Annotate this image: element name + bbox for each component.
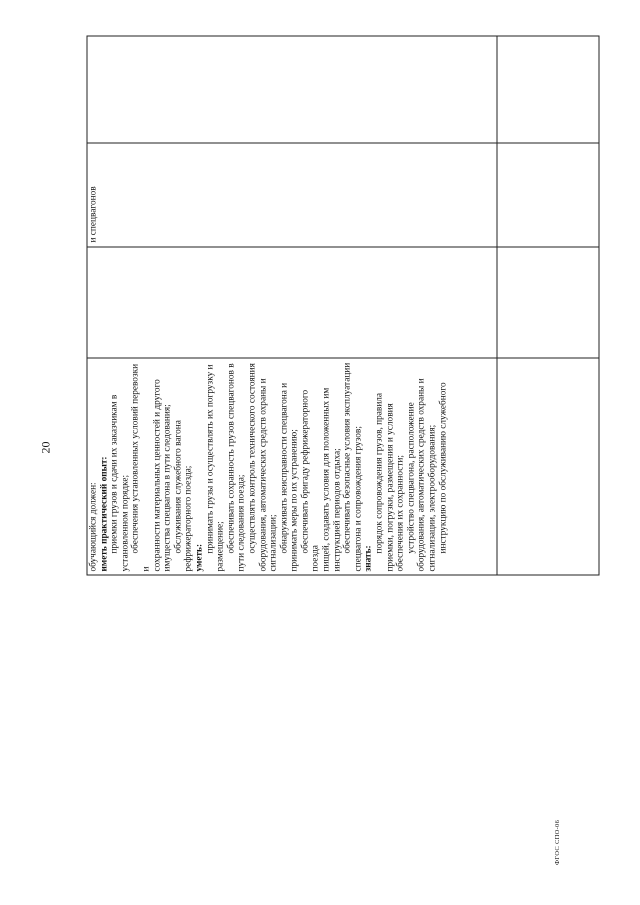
table-cell-requirements	[87, 358, 599, 575]
requirement-line: установленном порядке;	[119, 474, 130, 571]
requirement-line: обучающийся должен:	[88, 481, 98, 571]
requirement-line: пищей, создавать условия для положенных им	[321, 387, 332, 571]
table-cell-empty	[87, 36, 599, 143]
footer-code: ФГОС СПО-06	[554, 819, 561, 865]
requirement-line: инструкцией периодов отдыха;	[331, 447, 342, 571]
requirement-line: приемки, погрузки, размещения и условия	[384, 402, 395, 571]
requirement-line: устройство спецвагона, расположение	[405, 401, 416, 553]
requirement-line: уметь:	[193, 543, 204, 571]
requirement-line: имущества спецвагона в пути следования;	[162, 403, 173, 571]
requirement-line: иметь практический опыт:	[98, 455, 109, 571]
cell-divider	[496, 143, 497, 246]
requirement-line: принимать меры по их устранению;	[289, 428, 300, 571]
curriculum-table	[86, 35, 599, 575]
requirement-line: сохранности материальных ценностей и другого	[151, 378, 162, 571]
table-cell-col2	[87, 143, 599, 247]
page-number: 20	[38, 441, 53, 454]
requirement-line: инструкцию по обслуживанию служебного	[437, 381, 448, 553]
table-cell-empty	[87, 247, 599, 358]
cell-divider	[496, 36, 497, 142]
requirement-line: спецвагона и сопровождения грузов;	[352, 425, 363, 571]
cell-col2-text: и спецвагонов	[88, 185, 98, 242]
requirement-line: обеспечивать бригаду рефрижераторного поезда	[299, 389, 321, 571]
requirement-line: принимать грузы и осуществлять их погрузку и	[204, 363, 215, 553]
requirement-line: обнаруживать неисправности спецвагона и	[278, 382, 289, 553]
cell-divider	[496, 358, 497, 574]
table-row	[87, 36, 599, 575]
requirement-line: обслуживания служебного вагона	[172, 419, 183, 553]
requirement-line: приемки грузов и сдачи их заказчикам в	[109, 394, 120, 553]
requirement-line: оборудования, автоматических средств охраны и	[257, 377, 268, 571]
requirement-line: обеспечивать безопасные условия эксплуатации	[342, 362, 353, 553]
rotated-table-wrapper	[86, 40, 598, 575]
requirements-text	[87, 358, 448, 574]
cell-divider	[496, 247, 497, 357]
requirement-line: сигнализации;	[268, 513, 279, 571]
requirement-line: рефрижераторного поезда;	[183, 465, 194, 571]
requirement-line: знать:	[363, 544, 374, 571]
requirement-line: сигнализации, электрооборудования;	[427, 424, 437, 571]
requirement-line: обеспечивать сохранность грузов спецвагонов в	[225, 362, 236, 553]
requirement-line: обеспечения установленных условий перевозки и	[130, 363, 151, 571]
requirement-line: оборудования, автоматических средств охраны и	[416, 377, 427, 571]
requirement-line: осуществлять контроль технического состояния	[246, 362, 257, 553]
requirement-line: размещение;	[215, 520, 226, 571]
requirement-line: обеспечения их сохранности;	[395, 454, 406, 571]
requirement-line: пути следования поезда;	[236, 474, 247, 571]
requirement-line: порядок сопровождения грузов, правила	[374, 392, 385, 553]
